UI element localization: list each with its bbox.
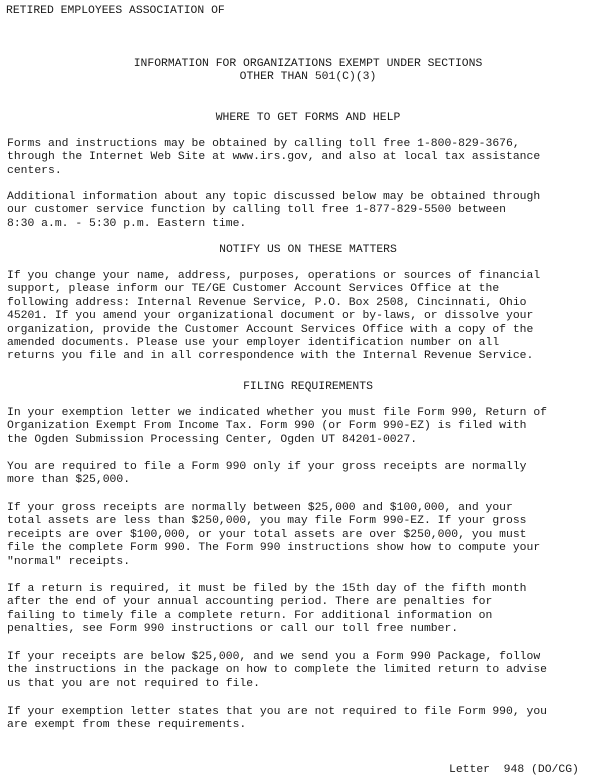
filing-paragraph-4: If a return is required, it must be filed by the 15th day of the fifth month after the end of your annual accounting period. There are penalties for failing to timely file a complete return. For additional information on penalties, see Form 990 instructions or call our toll free number. xyxy=(7,583,527,636)
filing-paragraph-6: If your exemption letter states that you are not required to file Form 990, you are exempt from these requirements. xyxy=(7,706,548,732)
letter-identifier: Letter 948 (DO/CG) xyxy=(449,764,579,776)
notify-paragraph: If you change your name, address, purposes, operations or sources of financial support, please inform our TE/GE Customer Account Services Office at the following address: Internal Revenue Service, P.O. Box 2508, Cincinnati, Ohio 45201. If you amend your organizational document or by-laws, or dissolve your organization, provide the Customer Account Services Office with a copy of the amended documents. Please use your employer identification number on all returns you file and in all correspondence with the Internal Revenue Service. xyxy=(7,270,541,363)
filing-paragraph-3: If your gross receipts are normally between $25,000 and $100,000, and your total assets are less than $250,000, you may file Form 990-EZ. If your gross receipts are over $100,000, or your total assets are over $250,000, you must file the complete Form 990. The Form 990 instructions show how to compute your "normal" receipts. xyxy=(7,502,541,568)
notify-heading: NOTIFY US ON THESE MATTERS xyxy=(219,244,397,256)
forms-paragraph-1: Forms and instructions may be obtained by calling toll free 1-800-829-3676, through the Internet Web Site at www.irs.gov, and also at local tax assistance centers. xyxy=(7,138,541,177)
forms-paragraph-2: Additional information about any topic discussed below may be obtained through our customer service function by calling toll free 1-877-829-5500 between 8:30 a.m. - 5:30 p.m. Eastern time. xyxy=(7,191,541,230)
organization-line: RETIRED EMPLOYEES ASSOCIATION OF xyxy=(6,5,225,17)
filing-paragraph-1: In your exemption letter we indicated whether you must file Form 990, Return of Organization Exempt From Income Tax. Form 990 (or Form 990-EZ) is filed with the Ogden Submission Processing Center, Ogden UT 84201-0027. xyxy=(7,407,548,446)
forms-help-heading: WHERE TO GET FORMS AND HELP xyxy=(215,112,401,124)
filing-requirements-heading: FILING REQUIREMENTS xyxy=(243,381,373,393)
filing-paragraph-5: If your receipts are below $25,000, and we send you a Form 990 Package, follow the instructions in the package on how to complete the limited return to advise us that you are not required to file. xyxy=(7,651,548,690)
title-line-1: INFORMATION FOR ORGANIZATIONS EXEMPT UNDER SECTIONS xyxy=(133,58,483,70)
filing-paragraph-2: You are required to file a Form 990 only if your gross receipts are normally more than $25,000. xyxy=(7,461,527,487)
title-line-2: OTHER THAN 501(C)(3) xyxy=(239,71,377,83)
